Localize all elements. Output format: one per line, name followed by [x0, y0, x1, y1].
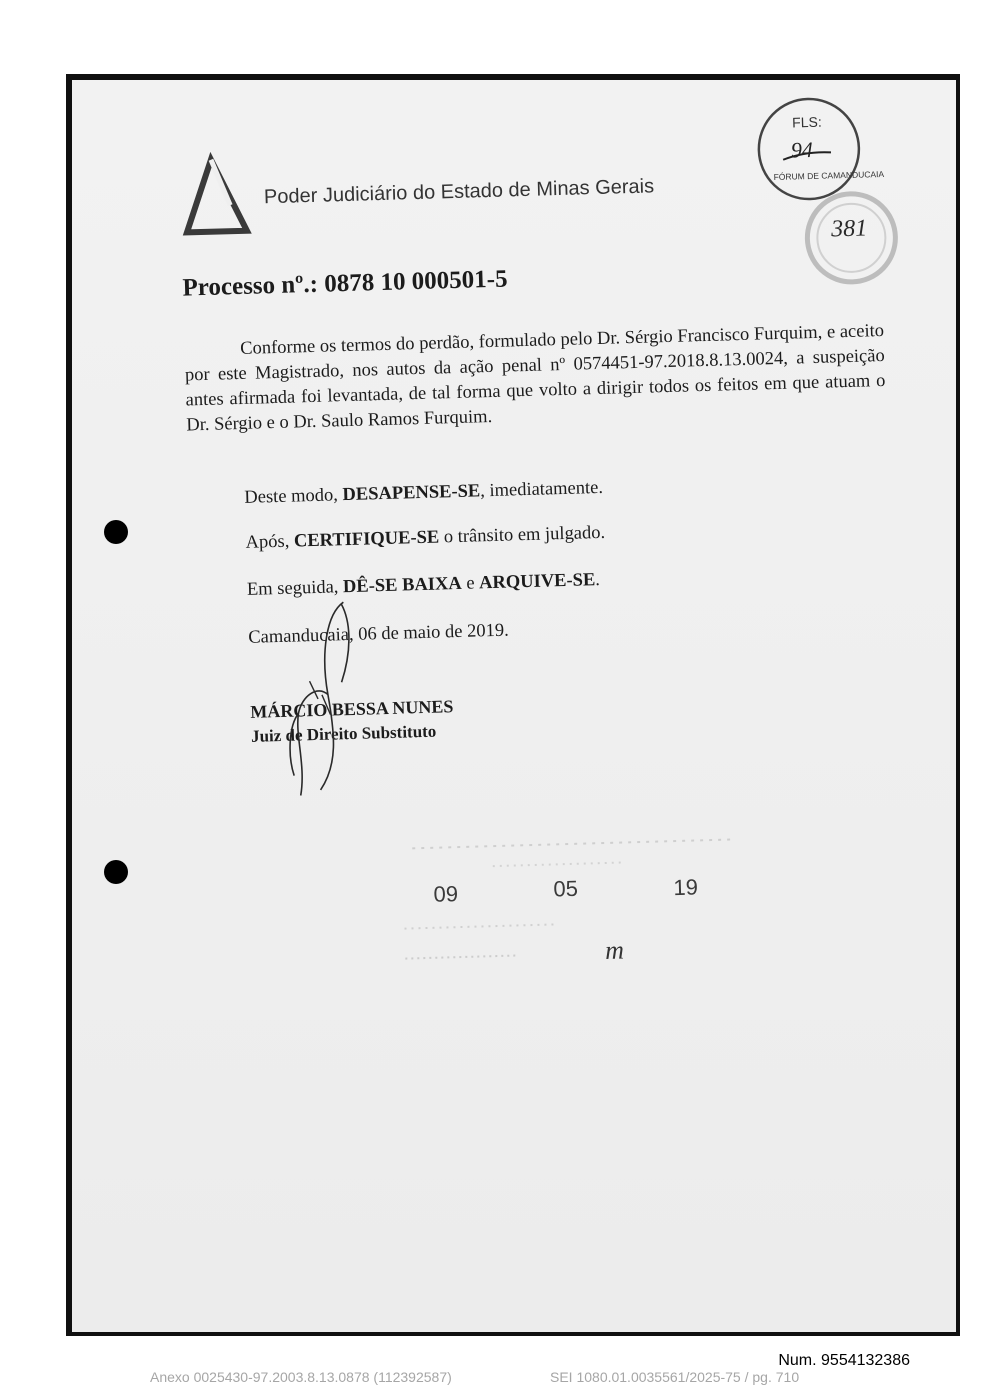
stamp-year: 19 [673, 874, 699, 901]
handwritten-signature-icon [255, 593, 381, 806]
document-content [61, 67, 980, 1343]
punch-hole-bottom [104, 860, 128, 884]
forum-label: FÓRUM DE CAMANDUCAIA [773, 168, 885, 183]
faded-receipt-stamp [402, 831, 745, 970]
tjmg-logo-icon [181, 155, 253, 237]
body-paragraph: Conforme os termos do perdão, formulado pelo Dr. Sérgio Francisco Furquim, e aceito por este Magistrado, nos autos da ação penal nº 0574451-97.2018.8.13.0024, a suspeição antes afirmada foi levantada, de tal forma que volto a dirigir todos os feitos em que atuam o Dr. Sérgio e o Dr. Saulo Ramos Furquim. [184, 321, 886, 436]
faded-round-stamp-icon [800, 186, 903, 289]
stamp-day: 09 [433, 881, 459, 907]
order-desapense: Deste modo, DESAPENSE-SE, imediatamente. [244, 477, 604, 508]
process-title: Processo nº.: 0878 10 000501-5 [182, 265, 508, 302]
sei-reference: SEI 1080.01.0035561/2025-75 / pg. 710 [550, 1369, 800, 1385]
document-page [72, 80, 956, 1332]
punch-hole-top [104, 520, 128, 544]
order-arquive: Em seguida, DÊ-SE BAIXA e ARQUIVE-SE. [246, 570, 601, 600]
annex-reference: Anexo 0025430-97.2003.8.13.0878 (112392587) [150, 1369, 452, 1385]
stamp-number: 381 [830, 215, 868, 243]
signer-role: Juiz de Direito Substituto [250, 721, 437, 746]
date-line: Camanducaia, 06 de maio de 2019. [248, 620, 509, 648]
fls-number: 94 [790, 136, 814, 163]
signer-name: MÁRCIO BESSA NUNES [250, 696, 454, 722]
fls-label: FLS: [791, 113, 822, 131]
organization-name: Poder Judiciário do Estado de Minas Gerais [263, 175, 655, 209]
order-certifique: Após, CERTIFIQUE-SE o trânsito em julgado. [245, 522, 606, 553]
document-number: Num. 9554132386 [778, 1352, 910, 1369]
stamp-month: 05 [553, 875, 579, 902]
stamp-initial: m [604, 935, 625, 966]
